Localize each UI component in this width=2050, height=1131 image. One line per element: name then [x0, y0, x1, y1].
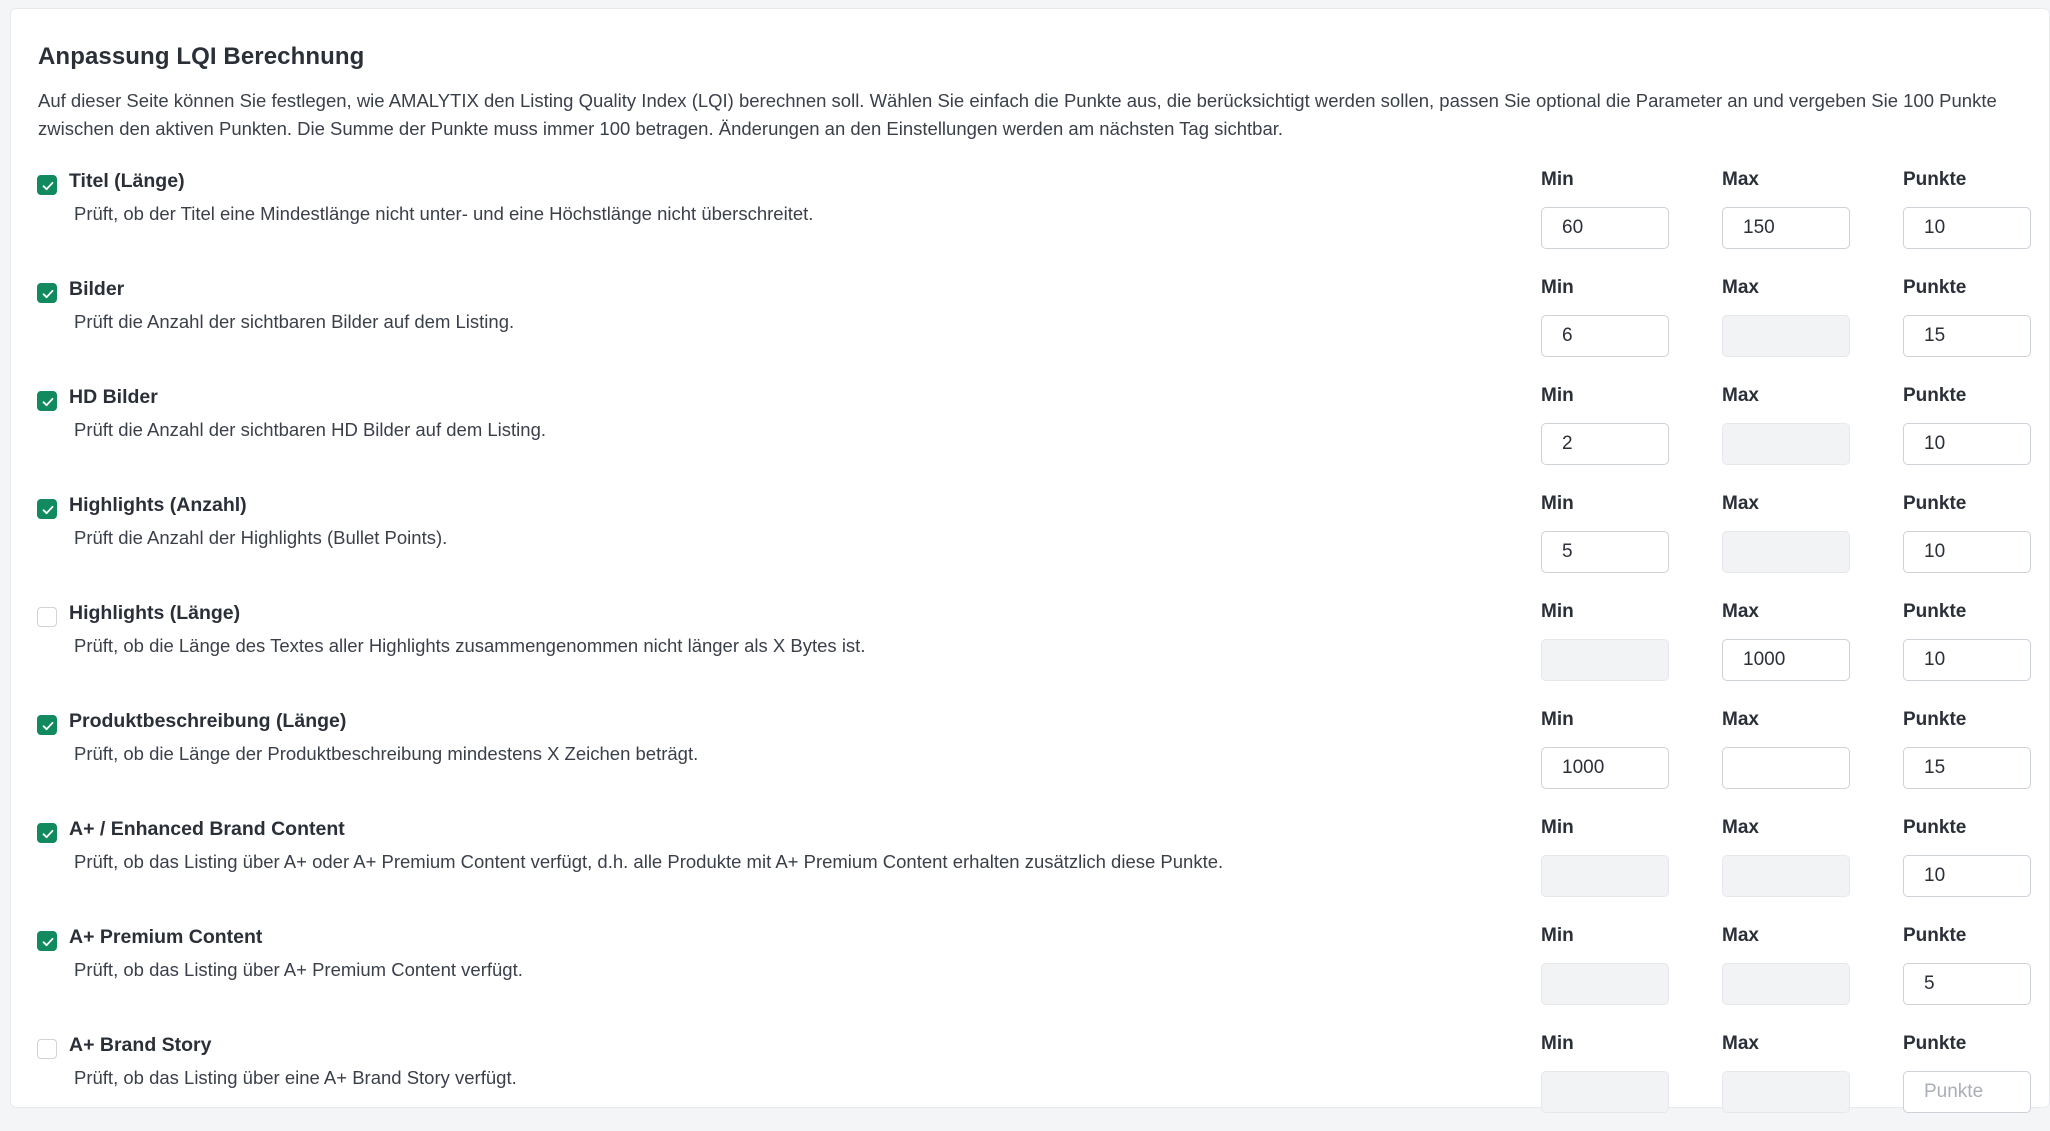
min-label: Min	[1541, 169, 1574, 190]
points-input[interactable]	[1903, 747, 2031, 789]
max-input	[1722, 315, 1850, 357]
min-input	[1541, 855, 1669, 897]
max-column	[1722, 817, 1850, 897]
min-input	[1541, 639, 1669, 681]
points-input[interactable]	[1903, 855, 2031, 897]
rule-label[interactable]: Bilder	[69, 278, 125, 300]
min-label: Min	[1541, 709, 1574, 730]
points-label: Punkte	[1903, 493, 1967, 514]
max-label: Max	[1722, 601, 1759, 622]
rule-label[interactable]: Highlights (Anzahl)	[69, 494, 247, 516]
points-input[interactable]	[1903, 207, 2031, 249]
min-label: Min	[1541, 385, 1574, 406]
min-input[interactable]	[1541, 747, 1669, 789]
points-input[interactable]	[1903, 1071, 2031, 1113]
rule-label[interactable]: HD Bilder	[69, 386, 158, 408]
min-label: Min	[1541, 277, 1574, 298]
min-input[interactable]	[1541, 423, 1669, 465]
points-label: Punkte	[1903, 601, 1967, 622]
max-input	[1722, 855, 1850, 897]
max-column	[1722, 925, 1850, 1005]
points-label: Punkte	[1903, 385, 1967, 406]
rule-description: Prüft, ob die Länge der Produktbeschreibung mindestens X Zeichen beträgt.	[74, 743, 699, 764]
rule-checkbox[interactable]	[37, 607, 57, 627]
max-column	[1722, 1033, 1850, 1113]
rule-description: Prüft die Anzahl der sichtbaren Bilder auf dem Listing.	[74, 311, 515, 332]
points-column	[1903, 385, 2031, 465]
points-column	[1903, 601, 2031, 681]
rule-label[interactable]: A+ / Enhanced Brand Content	[69, 818, 345, 840]
points-input[interactable]	[1903, 423, 2031, 465]
rule-row	[11, 1031, 2050, 1131]
rule-checkbox[interactable]	[37, 931, 57, 951]
min-column	[1541, 601, 1669, 681]
intro-text: Auf dieser Seite können Sie festlegen, wie AMALYTIX den Listing Quality Index (LQI) berechnen soll. Wählen Sie einfach die Punkte aus, die berücksichtigt werden sollen, passen Sie optional die Parameter an und vergeben Sie 100 Punkte zwischen den aktiven Punkten. Die Summe der Punkte muss immer 100 betragen. Änderungen an den Einstellungen werden am nächsten Tag sichtbar.	[38, 90, 1997, 139]
rule-checkbox[interactable]	[37, 715, 57, 735]
check-icon	[41, 179, 55, 193]
max-label: Max	[1722, 1033, 1759, 1054]
min-input[interactable]	[1541, 531, 1669, 573]
points-label: Punkte	[1903, 817, 1967, 838]
min-label: Min	[1541, 925, 1574, 946]
points-input[interactable]	[1903, 531, 2031, 573]
min-column	[1541, 817, 1669, 897]
rule-label[interactable]: A+ Premium Content	[69, 926, 263, 948]
min-column	[1541, 709, 1669, 789]
rule-checkbox[interactable]	[37, 499, 57, 519]
min-column	[1541, 277, 1669, 357]
rule-description: Prüft, ob der Titel eine Mindestlänge nicht unter- und eine Höchstlänge nicht überschreitet.	[74, 203, 814, 224]
max-label: Max	[1722, 817, 1759, 838]
max-label: Max	[1722, 277, 1759, 298]
rule-checkbox[interactable]	[37, 1039, 57, 1059]
points-input[interactable]	[1903, 639, 2031, 681]
rule-checkbox[interactable]	[37, 175, 57, 195]
max-input[interactable]	[1722, 747, 1850, 789]
rule-label[interactable]: A+ Brand Story	[69, 1034, 212, 1056]
points-column	[1903, 169, 2031, 249]
rule-checkbox[interactable]	[37, 391, 57, 411]
rule-checkbox[interactable]	[37, 283, 57, 303]
page-title: Anpassung LQI Berechnung	[38, 43, 365, 70]
points-label: Punkte	[1903, 709, 1967, 730]
min-column	[1541, 925, 1669, 1005]
rule-row	[11, 707, 2050, 807]
points-label: Punkte	[1903, 169, 1967, 190]
min-column	[1541, 493, 1669, 573]
rule-description: Prüft, ob das Listing über A+ Premium Content verfügt.	[74, 959, 523, 980]
lqi-settings-card	[10, 8, 2050, 1108]
check-icon	[41, 287, 55, 301]
min-input[interactable]	[1541, 315, 1669, 357]
max-column	[1722, 277, 1850, 357]
rule-row	[11, 383, 2050, 483]
min-input	[1541, 1071, 1669, 1113]
min-label: Min	[1541, 817, 1574, 838]
points-input[interactable]	[1903, 315, 2031, 357]
max-label: Max	[1722, 493, 1759, 514]
rule-checkbox[interactable]	[37, 823, 57, 843]
check-icon	[41, 827, 55, 841]
max-input[interactable]	[1722, 207, 1850, 249]
max-label: Max	[1722, 925, 1759, 946]
rule-row	[11, 275, 2050, 375]
max-input	[1722, 423, 1850, 465]
points-label: Punkte	[1903, 925, 1967, 946]
check-icon	[41, 395, 55, 409]
max-label: Max	[1722, 709, 1759, 730]
min-input[interactable]	[1541, 207, 1669, 249]
max-label: Max	[1722, 385, 1759, 406]
min-column	[1541, 169, 1669, 249]
rule-description: Prüft die Anzahl der Highlights (Bullet Points).	[74, 527, 448, 548]
rule-label[interactable]: Highlights (Länge)	[69, 602, 241, 624]
max-input	[1722, 963, 1850, 1005]
max-input[interactable]	[1722, 639, 1850, 681]
rule-row	[11, 815, 2050, 915]
rule-row	[11, 599, 2050, 699]
points-column	[1903, 709, 2031, 789]
min-column	[1541, 1033, 1669, 1113]
points-label: Punkte	[1903, 1033, 1967, 1054]
min-input	[1541, 963, 1669, 1005]
check-icon	[41, 935, 55, 949]
points-column	[1903, 277, 2031, 357]
rule-description: Prüft, ob das Listing über eine A+ Brand Story verfügt.	[74, 1067, 517, 1088]
points-column	[1903, 1033, 2031, 1113]
rule-description: Prüft, ob die Länge des Textes aller Highlights zusammengenommen nicht länger als X Bytes ist.	[74, 635, 866, 656]
max-column	[1722, 385, 1850, 465]
rule-row	[11, 491, 2050, 591]
rule-label[interactable]: Titel (Länge)	[69, 170, 185, 192]
check-icon	[41, 719, 55, 733]
rule-row	[11, 167, 2050, 267]
rule-description: Prüft, ob das Listing über A+ oder A+ Premium Content verfügt, d.h. alle Produkte mit A+ Premium Content erhalten zusätzlich diese Punkte.	[74, 851, 1224, 872]
min-column	[1541, 385, 1669, 465]
max-input	[1722, 1071, 1850, 1113]
min-label: Min	[1541, 493, 1574, 514]
max-input	[1722, 531, 1850, 573]
min-label: Min	[1541, 1033, 1574, 1054]
points-column	[1903, 817, 2031, 897]
max-column	[1722, 493, 1850, 573]
points-input[interactable]	[1903, 963, 2031, 1005]
rule-row	[11, 923, 2050, 1023]
points-column	[1903, 493, 2031, 573]
points-column	[1903, 925, 2031, 1005]
max-column	[1722, 169, 1850, 249]
max-column	[1722, 601, 1850, 681]
rule-label[interactable]: Produktbeschreibung (Länge)	[69, 710, 347, 732]
min-label: Min	[1541, 601, 1574, 622]
rule-description: Prüft die Anzahl der sichtbaren HD Bilder auf dem Listing.	[74, 419, 546, 440]
max-label: Max	[1722, 169, 1759, 190]
max-column	[1722, 709, 1850, 789]
points-label: Punkte	[1903, 277, 1967, 298]
check-icon	[41, 503, 55, 517]
